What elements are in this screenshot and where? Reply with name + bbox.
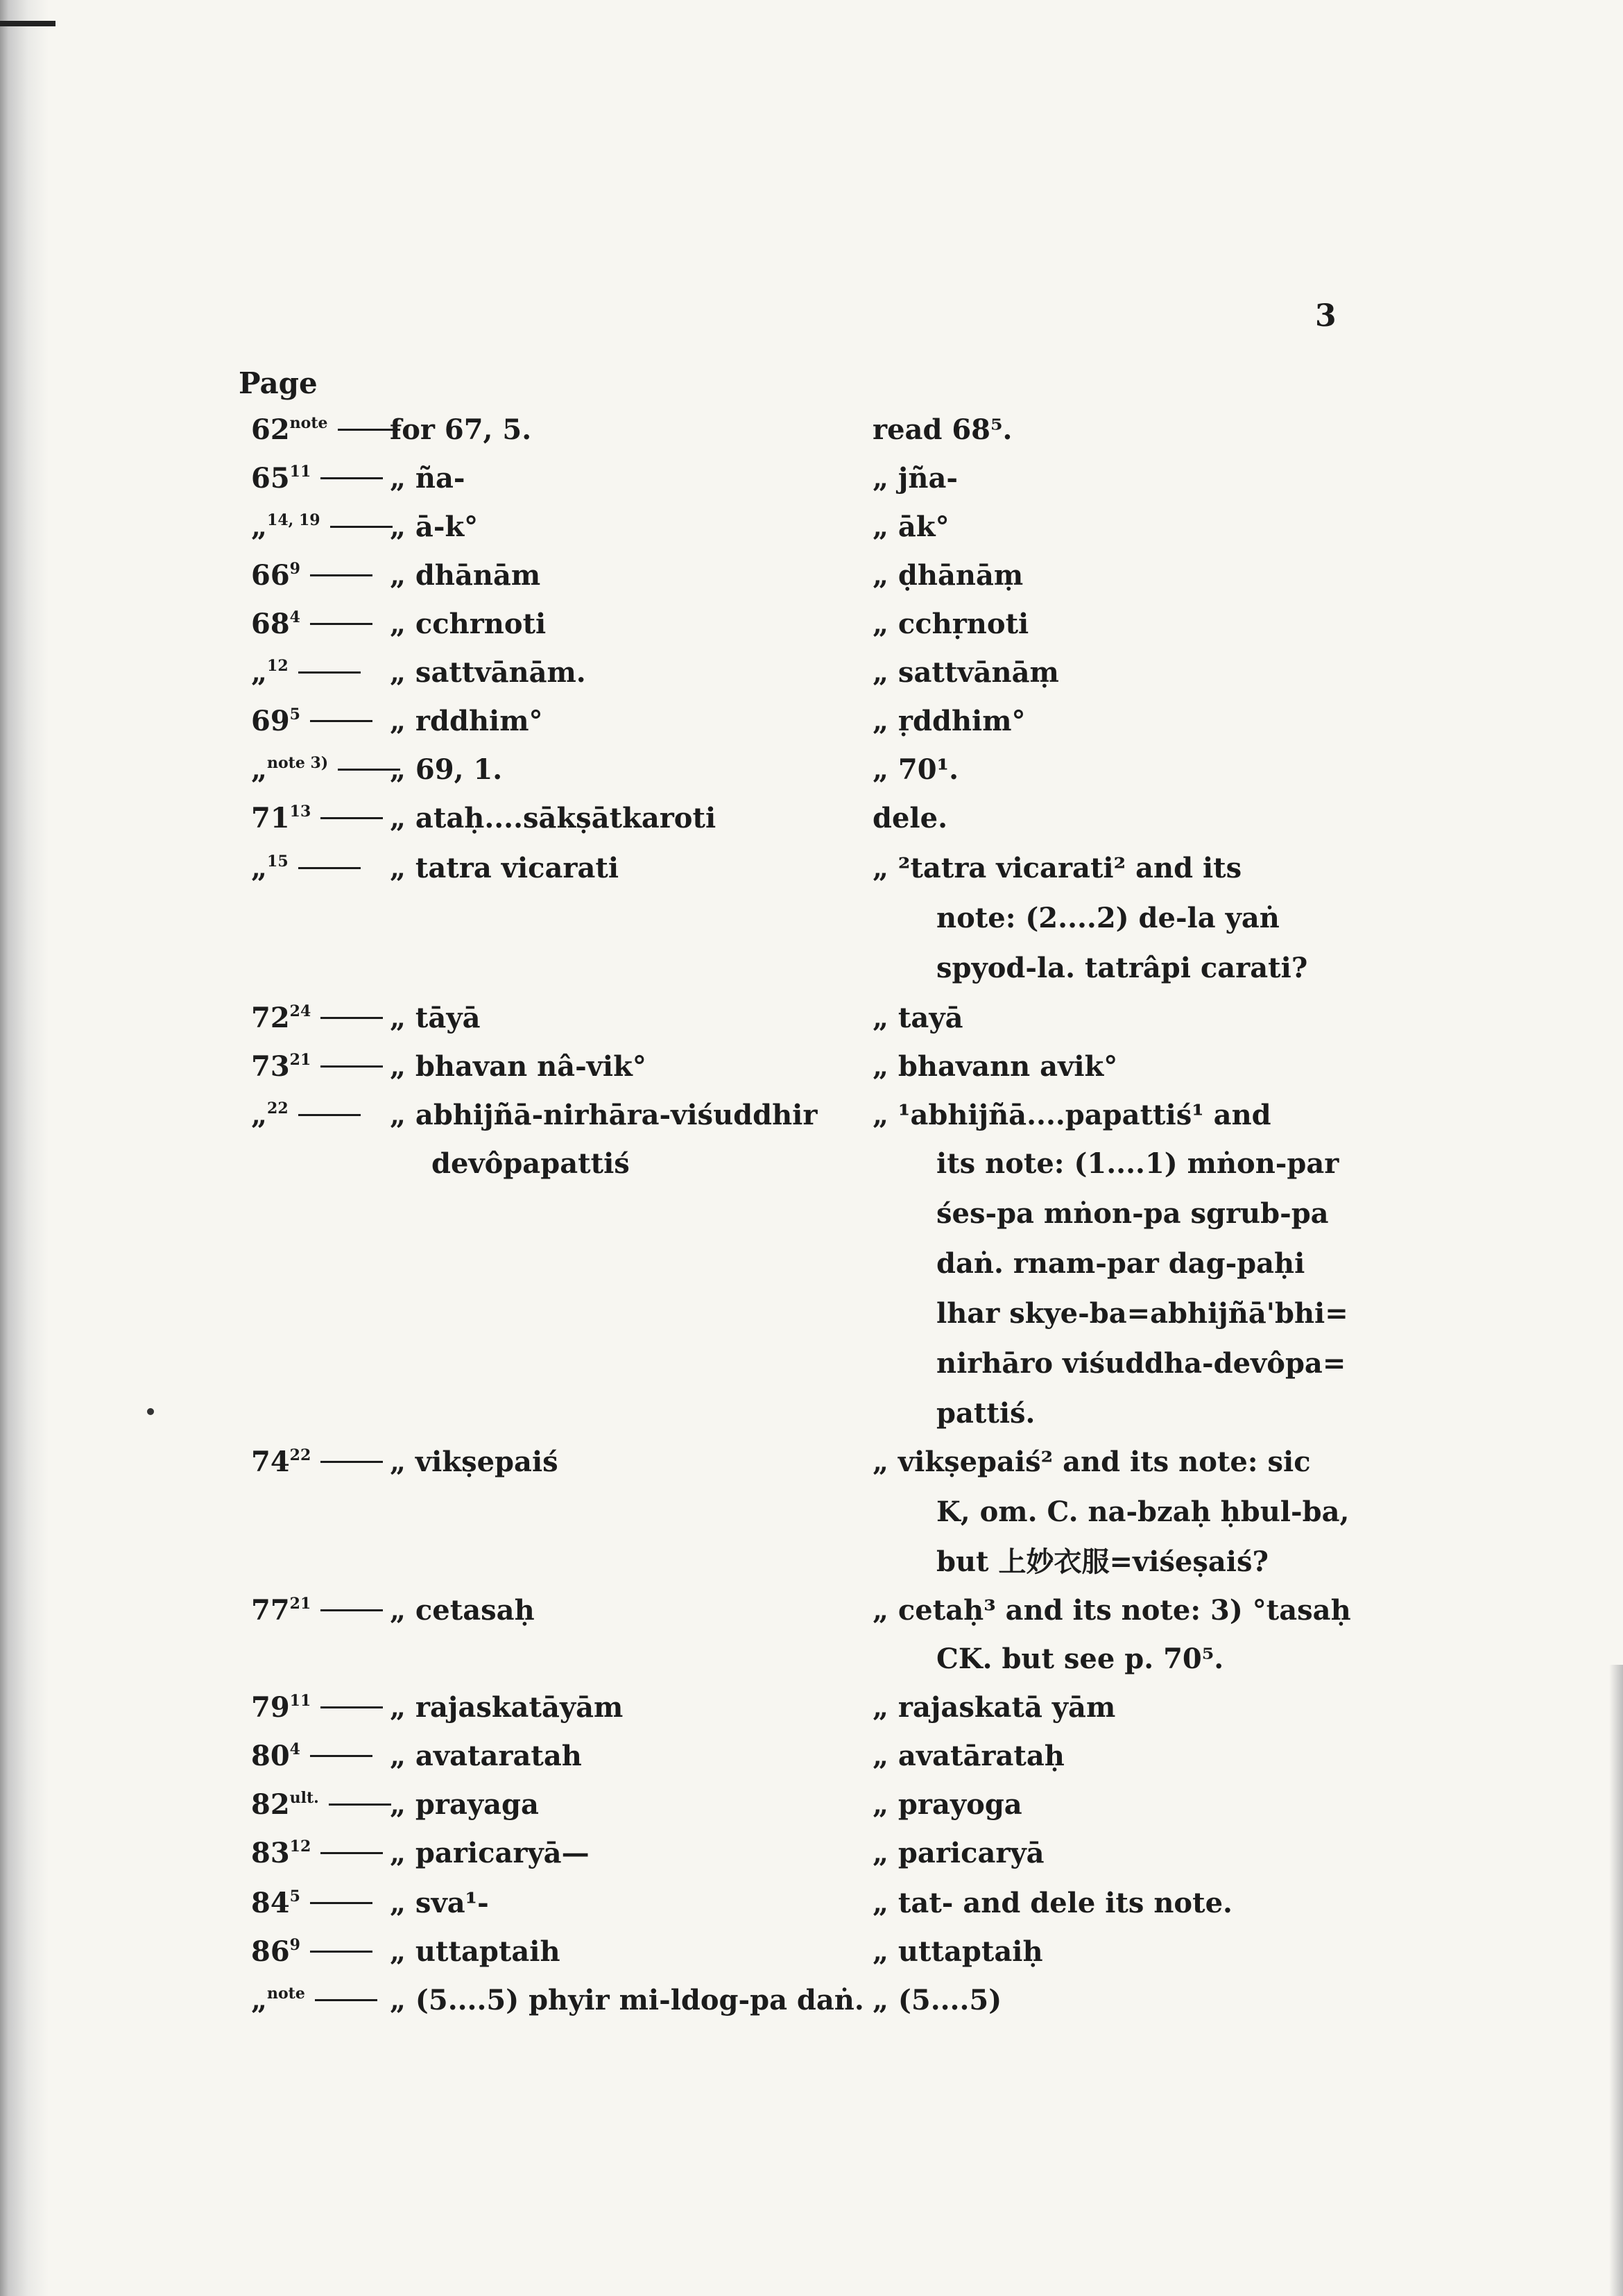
page-ref-number: 77 — [251, 1594, 290, 1627]
page-ref-number: 79 — [251, 1691, 290, 1724]
correction-text: „ ²tatra vicarati² and its — [873, 852, 1242, 884]
correction-text: dele. — [873, 802, 947, 834]
correction-text: śes-pa mṅon-pa sgrub-pa — [936, 1197, 1329, 1230]
page-ref-number: „ — [251, 852, 268, 884]
erratum-text: „ sva¹- — [390, 1887, 489, 1919]
correction-text: „ jña- — [873, 462, 959, 495]
page-ref — [251, 1784, 390, 1826]
page-ref-number: 82 — [251, 1788, 290, 1821]
page-ref — [251, 1095, 390, 1136]
correction-text: CK. but see p. 70⁵. — [936, 1643, 1224, 1675]
correction-text: „ cchṛnoti — [873, 608, 1029, 640]
errata-row — [0, 798, 1623, 839]
page-ref-line: 9 — [289, 560, 300, 578]
page-ref-line: 11 — [289, 1692, 311, 1710]
errata-row — [0, 749, 1623, 791]
page-ref — [251, 848, 390, 889]
page-ref — [251, 1590, 390, 1631]
leader-rule — [320, 1852, 383, 1854]
leader-rule — [315, 1999, 377, 2001]
page-ref-line: 21 — [289, 1595, 311, 1613]
page-ref — [251, 603, 390, 645]
erratum-text: „ paricaryā— — [390, 1837, 590, 1869]
correction-text: spyod-la. tatrâpi carati? — [936, 952, 1308, 984]
errata-row — [0, 1541, 1623, 1583]
correction-text: pattiś. — [936, 1397, 1036, 1430]
page-ref-number: 65 — [251, 462, 290, 495]
leader-rule — [310, 623, 372, 625]
page-ref — [251, 652, 390, 694]
page-ref-line: 5 — [289, 1887, 300, 1905]
errata-row — [0, 1638, 1623, 1680]
page-number: 3 — [1315, 298, 1337, 334]
errata-row — [0, 848, 1623, 889]
page-ref-number: 66 — [251, 559, 290, 592]
correction-text: „ ṛddhim° — [873, 705, 1026, 737]
erratum-text: „ ā-k° — [390, 511, 479, 543]
page-ref — [251, 1046, 390, 1088]
correction-text: nirhāro viśuddha-devôpa= — [936, 1347, 1346, 1380]
erratum-text: „ cchrnoti — [390, 608, 547, 640]
page-ref-number: 62 — [251, 413, 290, 446]
errata-row — [0, 1143, 1623, 1185]
page-ref — [251, 506, 390, 548]
page-ref — [251, 409, 390, 451]
errata-row — [0, 1491, 1623, 1533]
page-ref — [251, 1883, 390, 1924]
errata-row — [0, 1243, 1623, 1285]
page-ref-line: note 3) — [267, 754, 329, 772]
page-ref-line: 22 — [289, 1446, 311, 1464]
erratum-text: „ tāyā — [390, 1002, 481, 1034]
page-ref-line: 4 — [289, 1740, 300, 1758]
leader-rule — [320, 477, 383, 479]
leader-rule — [310, 1902, 372, 1904]
page-ref-number: 72 — [251, 1002, 290, 1034]
page-ref-line: 15 — [267, 853, 289, 871]
page-ref-number: „ — [251, 753, 268, 786]
page-ref-line: 11 — [289, 463, 311, 481]
page-ref — [251, 1687, 390, 1729]
correction-text: daṅ. rnam-par dag-paḥi — [936, 1247, 1305, 1280]
correction-text: „ ¹abhijñā....papattiś¹ and — [873, 1099, 1271, 1131]
page-ref-number: 80 — [251, 1740, 290, 1772]
scan-mark-top — [0, 21, 55, 26]
page-ref-number: 69 — [251, 705, 290, 737]
correction-text: „ vikṣepaiś² and its note: sic — [873, 1446, 1311, 1478]
page-ref-line: 13 — [289, 803, 311, 821]
correction-text: K, om. C. na-bzaḥ ḥbul-ba, — [936, 1496, 1350, 1528]
errata-row — [0, 1193, 1623, 1235]
erratum-text: „ ataḥ....sākṣātkaroti — [390, 802, 716, 834]
leader-rule — [320, 1461, 383, 1463]
page-ref-number: 68 — [251, 608, 290, 640]
erratum-text: „ dhānām — [390, 559, 541, 592]
page-ref-number: „ — [251, 656, 268, 689]
errata-row — [0, 1441, 1623, 1483]
errata-row — [0, 1687, 1623, 1729]
errata-row — [0, 1883, 1623, 1924]
leader-rule — [320, 1609, 383, 1611]
errata-row — [0, 701, 1623, 742]
leader-rule — [320, 1065, 383, 1068]
page-ref — [251, 1736, 390, 1777]
page-ref-line: 4 — [289, 608, 300, 626]
erratum-text: „ 69, 1. — [390, 753, 503, 786]
page-ref-number: 74 — [251, 1446, 290, 1478]
errata-row — [0, 997, 1623, 1039]
leader-rule — [310, 1755, 372, 1757]
leader-rule — [329, 1804, 391, 1806]
correction-text: „ sattvānāṃ — [873, 656, 1059, 689]
correction-text: „ ḍhānāṃ — [873, 559, 1024, 592]
page-ref-line: ult. — [289, 1789, 319, 1807]
errata-row — [0, 1784, 1623, 1826]
page-ref-line: note — [267, 1985, 305, 2003]
page-ref-line: 21 — [289, 1051, 311, 1069]
correction-text: „ prayoga — [873, 1788, 1022, 1821]
page-ref — [251, 798, 390, 839]
correction-text: „ cetaḥ³ and its note: 3) °tasaḥ — [873, 1594, 1351, 1627]
page-ref-number: 86 — [251, 1935, 290, 1968]
page-ref-number: 71 — [251, 802, 290, 834]
page-ref — [251, 1931, 390, 1973]
correction-text: lhar skye-ba=abhijñā'bhi= — [936, 1297, 1348, 1330]
page-ref-line: 12 — [267, 657, 289, 675]
erratum-text: „ vikṣepaiś — [390, 1446, 558, 1478]
page-ref-line: note — [289, 414, 328, 432]
errata-row — [0, 506, 1623, 548]
leader-rule — [320, 817, 383, 819]
errata-row — [0, 458, 1623, 499]
errata-row — [0, 603, 1623, 645]
errata-row — [0, 1931, 1623, 1973]
page-ref-number: 83 — [251, 1837, 290, 1869]
erratum-text: „ cetasaḥ — [390, 1594, 535, 1627]
erratum-text: „ abhijñā-nirhāra-viśuddhir — [390, 1099, 818, 1131]
page-ref — [251, 555, 390, 597]
leader-rule — [320, 1017, 383, 1019]
errata-row — [0, 409, 1623, 451]
erratum-text: „ bhavan nâ-vik° — [390, 1050, 646, 1083]
errata-row — [0, 1046, 1623, 1088]
erratum-text: „ sattvānām. — [390, 656, 586, 689]
page-ref — [251, 749, 390, 791]
errata-row — [0, 898, 1623, 939]
erratum-text: „ avataratah — [390, 1740, 582, 1772]
erratum-text: „ rajaskatāyām — [390, 1691, 624, 1724]
errata-row — [0, 1833, 1623, 1874]
page-ref-line: 22 — [267, 1099, 289, 1117]
page-ref — [251, 1833, 390, 1874]
leader-rule — [298, 867, 361, 869]
correction-text: „ 70¹. — [873, 753, 959, 786]
page-ref — [251, 1980, 390, 2021]
erratum-text: for 67, 5. — [390, 413, 532, 446]
page-ref-number: 73 — [251, 1050, 290, 1083]
correction-text: „ bhavann avik° — [873, 1050, 1118, 1083]
page-ref-line: 5 — [289, 705, 300, 723]
page-ref-line: 14, 19 — [267, 511, 320, 529]
correction-text: „ āk° — [873, 511, 950, 543]
page-ref — [251, 701, 390, 742]
page-ref-line: 24 — [289, 1002, 311, 1020]
erratum-text: „ uttaptaih — [390, 1935, 560, 1968]
correction-text: „ tayā — [873, 1002, 963, 1034]
correction-text: „ tat- and dele its note. — [873, 1887, 1233, 1919]
errata-row — [0, 1393, 1623, 1434]
correction-text: „ paricaryā — [873, 1837, 1045, 1869]
errata-row — [0, 1293, 1623, 1335]
page-ref-line: 12 — [289, 1837, 311, 1856]
correction-text: read 68⁵. — [873, 413, 1013, 446]
page-ref-number: „ — [251, 511, 268, 543]
correction-text: „ avatārataḥ — [873, 1740, 1065, 1772]
correction-text: note: (2....2) de-la yaṅ — [936, 902, 1280, 934]
errata-row — [0, 1095, 1623, 1136]
errata-row — [0, 652, 1623, 694]
page-ref-number: „ — [251, 1984, 268, 2016]
leader-rule — [298, 671, 361, 674]
errata-row — [0, 948, 1623, 989]
leader-rule — [310, 574, 372, 576]
erratum-text: „ prayaga — [390, 1788, 539, 1821]
erratum-text: devôpapattiś — [431, 1147, 630, 1180]
erratum-text: „ rddhim° — [390, 705, 543, 737]
erratum-text: „ (5....5) phyir mi-ldog-pa daṅ. — [390, 1984, 864, 2016]
errata-row — [0, 1590, 1623, 1631]
correction-text: „ (5....5) — [873, 1984, 1002, 2016]
correction-text: „ uttaptaiḥ — [873, 1935, 1043, 1968]
page-column-label: Page — [239, 366, 318, 400]
page-ref — [251, 997, 390, 1039]
page-ref-number: „ — [251, 1099, 268, 1131]
leader-rule — [310, 720, 372, 722]
leader-rule — [298, 1114, 361, 1116]
errata-row — [0, 1980, 1623, 2021]
page-ref-number: 84 — [251, 1887, 290, 1919]
correction-text: „ rajaskatā yām — [873, 1691, 1116, 1724]
leader-rule — [310, 1951, 372, 1953]
leader-rule — [330, 526, 393, 528]
correction-text: but 上妙衣服=viśeṣaiś? — [936, 1545, 1269, 1578]
page-ref-line: 9 — [289, 1936, 300, 1954]
leader-rule — [320, 1706, 383, 1708]
erratum-text: „ ña- — [390, 462, 465, 495]
errata-row — [0, 1736, 1623, 1777]
errata-row — [0, 555, 1623, 597]
page-ref — [251, 1441, 390, 1483]
erratum-text: „ tatra vicarati — [390, 852, 619, 884]
page-ref — [251, 458, 390, 499]
correction-text: its note: (1....1) mṅon-par — [936, 1147, 1339, 1180]
errata-row — [0, 1343, 1623, 1385]
